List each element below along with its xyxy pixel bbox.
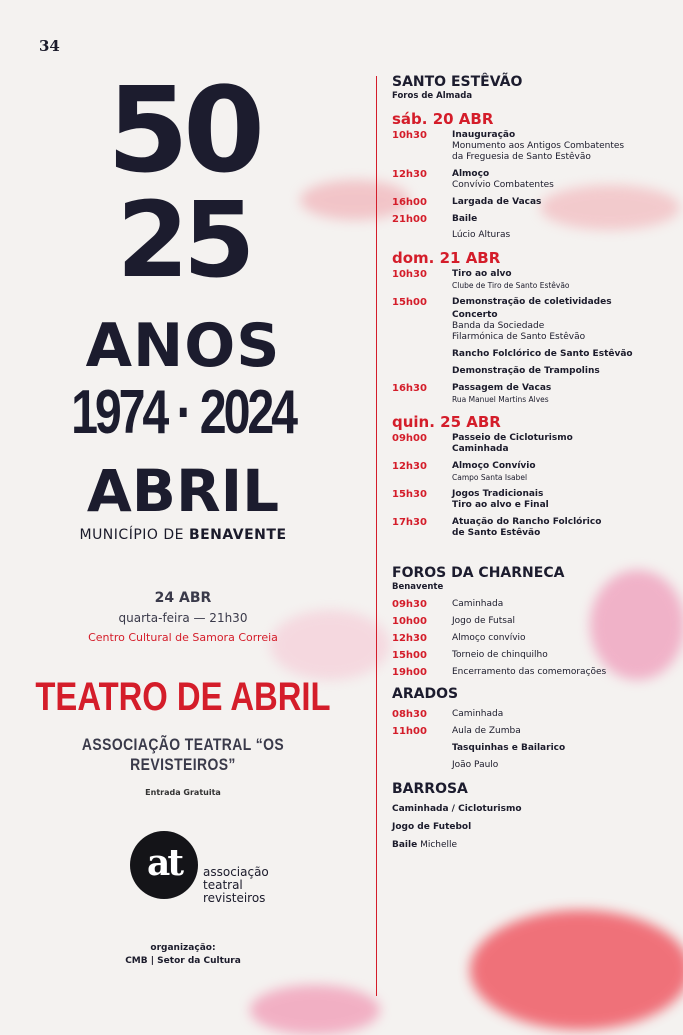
red-blot-bottom (470, 910, 683, 1030)
row-time: 11h00 (392, 726, 427, 737)
organizer-label: organização: (150, 943, 216, 953)
row-time: 17h30 (392, 517, 427, 528)
row-title: Baile (452, 214, 478, 224)
hero-years: 1974 · 2024 (71, 378, 295, 447)
schedule-row (392, 616, 677, 627)
row-title: Tasquinhas e Bailarico (452, 743, 566, 753)
section-title-arados: ARADOS (392, 686, 459, 702)
schedule-row (392, 297, 677, 308)
row-title: Almoço (452, 169, 490, 179)
schedule-row (392, 269, 677, 291)
row-title: Passeio de Cicloturismo (452, 433, 573, 443)
schedule-row (392, 517, 677, 539)
barrosa-item: Jogo de Futebol (392, 822, 472, 832)
day-heading: dom. 21 ABR (392, 249, 501, 267)
row-title: Passagem de Vacas (452, 383, 552, 393)
row-detail: Campo Santa Isabel (452, 473, 528, 482)
schedule-row (392, 130, 677, 163)
schedule-row (392, 310, 677, 343)
row-detail: Monumento aos Antigos Combatentes (452, 141, 625, 151)
row-time: 09h30 (392, 599, 427, 610)
row-title: Encerramento das comemorações (452, 667, 607, 677)
logo-line: teatral (203, 878, 243, 892)
schedule-row (392, 461, 677, 483)
schedule-row (392, 726, 677, 737)
row-title: Rancho Folclórico de Santo Estêvão (452, 349, 633, 359)
logo-line: revisteiros (203, 891, 266, 905)
hero-abril: ABRIL (86, 457, 280, 525)
column-divider (376, 76, 377, 996)
day-heading: quin. 25 ABR (392, 413, 501, 431)
row-title: Largada de Vacas (452, 197, 542, 207)
row-time: 10h30 (392, 269, 427, 280)
event-time: quarta-feira — 21h30 (118, 611, 248, 625)
row-time (392, 366, 452, 377)
barrosa-item: Caminhada / Cicloturismo (392, 804, 522, 814)
event-venue: Centro Cultural de Samora Correia (88, 631, 278, 644)
row-time: 21h00 (392, 214, 427, 225)
schedule-row (392, 349, 677, 360)
section-title-barrosa: BARROSA (392, 781, 468, 797)
row-title: Inauguração (452, 130, 516, 140)
municipio-prefix: MUNICÍPIO DE (79, 527, 189, 543)
day-heading: sáb. 20 ABR (392, 110, 494, 128)
row-title: Torneio de chinquilho (452, 650, 548, 660)
association-logo-icon: at (130, 831, 198, 899)
row-time: 15h30 (392, 489, 427, 500)
row-detail: Banda da Sociedade (452, 321, 545, 331)
row-title: Jogo de Futsal (452, 616, 515, 626)
page-number: 34 (39, 37, 60, 55)
row-time: 15h00 (392, 297, 427, 308)
row-title: Almoço Convívio (452, 461, 536, 471)
row-title: Caminhada (452, 599, 504, 609)
schedule-row (392, 169, 677, 191)
hero-number-50: 50 (106, 61, 260, 199)
schedule-row (392, 197, 677, 208)
entry-note: Entrada Gratuita (145, 788, 221, 797)
row-time: 19h00 (392, 667, 427, 678)
row-time: 10h00 (392, 616, 427, 627)
association-logo-text (203, 866, 269, 905)
row-title: Aula de Zumba (452, 726, 521, 736)
row-detail: Convívio Combatentes (452, 180, 554, 190)
row-title: Tiro ao alvo e Final (452, 500, 549, 510)
event-title: TEATRO DE ABRIL (35, 675, 331, 719)
row-title: Almoço convívio (452, 633, 526, 643)
municipio-label (0, 527, 366, 543)
schedule-row (392, 709, 677, 720)
schedule-row (392, 667, 677, 678)
section-title-santo-estevao: SANTO ESTÊVÃO (392, 74, 523, 90)
organizer-value: CMB | Setor da Cultura (125, 956, 241, 966)
row-title: Caminhada (452, 709, 504, 719)
municipio-name: BENAVENTE (188, 527, 287, 543)
barrosa-item-bold: Baile (392, 840, 418, 850)
schedule-row (392, 489, 677, 511)
row-detail: João Paulo (452, 760, 499, 770)
schedule-row (392, 366, 677, 377)
hero-number-25: 25 (116, 179, 250, 301)
row-title: Demonstração de coletividades (452, 297, 612, 307)
schedule-row (392, 633, 677, 644)
row-title: Atuação do Rancho Folclórico (452, 517, 602, 527)
row-time (392, 349, 452, 360)
schedule-row (392, 214, 677, 241)
program-column (392, 74, 677, 858)
event-date: 24 ABR (154, 590, 212, 606)
row-title: Caminhada (452, 444, 509, 454)
row-time: 08h30 (392, 709, 427, 720)
row-title: de Santo Estêvão (452, 528, 541, 538)
section-subtitle: Foros de Almada (392, 91, 473, 101)
row-title: Jogos Tradicionais (452, 489, 544, 499)
section-subtitle: Benavente (392, 582, 444, 592)
row-time (392, 743, 452, 771)
row-time (392, 310, 452, 343)
row-title: Tiro ao alvo (452, 269, 512, 279)
row-time: 12h30 (392, 633, 427, 644)
row-time: 15h00 (392, 650, 427, 661)
barrosa-item-normal: Michelle (417, 840, 458, 850)
row-time: 10h30 (392, 130, 427, 141)
schedule-row (392, 743, 677, 771)
row-title: Demonstração de Trampolins (452, 366, 600, 376)
section-title-foros-charneca: FOROS DA CHARNECA (392, 565, 565, 581)
event-subtitle: ASSOCIAÇÃO TEATRAL “OS REVISTEIROS” (81, 735, 285, 774)
row-time: 12h30 (392, 461, 427, 472)
row-detail: Rua Manuel Martins Alves (452, 395, 549, 404)
row-detail: da Freguesia de Santo Estêvão (452, 152, 591, 162)
row-time: 09h00 (392, 433, 427, 444)
schedule-row (392, 650, 677, 661)
logo-line: associação (203, 865, 269, 879)
row-time: 12h30 (392, 169, 427, 180)
row-time: 16h30 (392, 383, 427, 394)
schedule-row (392, 433, 677, 455)
schedule-row (392, 383, 677, 405)
row-time: 16h00 (392, 197, 427, 208)
hero-anos: ANOS (85, 311, 281, 381)
row-detail: Clube de Tiro de Santo Estêvão (452, 281, 570, 290)
barrosa-item (392, 840, 677, 851)
row-detail: Lúcio Alturas (452, 230, 511, 240)
schedule-row (392, 599, 677, 610)
row-detail: Filarmónica de Santo Estêvão (452, 332, 586, 342)
row-title: Concerto (452, 310, 498, 320)
